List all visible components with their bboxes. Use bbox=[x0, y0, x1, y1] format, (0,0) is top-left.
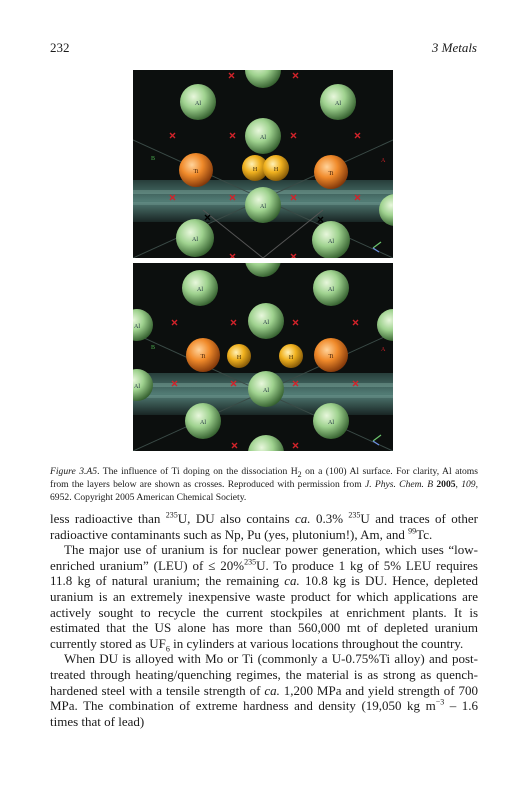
h-atom bbox=[263, 155, 289, 181]
svg-text:Al: Al bbox=[134, 324, 140, 330]
al-atom bbox=[182, 270, 218, 306]
al-atom bbox=[185, 403, 221, 439]
paragraph-3: When DU is alloyed with Mo or Ti (commonly a U-0.75%Ti alloy) and post-treated through heating/quenching regimes, the material is as strong as quench-hardened steel with a tensile strength of ca. 1,200 MPa and yield strength of 700 MPa. The combination of extreme hardness and density (19,050 kg $m^{-3} - 1.6$ times that of lead) bbox=[50, 651, 478, 729]
page-number: 232 bbox=[50, 40, 70, 55]
figure-top-render bbox=[133, 70, 393, 258]
svg-text:H: H bbox=[288, 355, 294, 361]
edge-label-b: B bbox=[151, 345, 156, 351]
svg-text:Ti: Ti bbox=[328, 171, 334, 177]
ti-atom bbox=[314, 155, 348, 189]
body-text bbox=[50, 511, 478, 729]
svg-text:Ti: Ti bbox=[200, 354, 206, 360]
svg-text:Al: Al bbox=[195, 101, 201, 107]
h-atom bbox=[279, 344, 303, 368]
ti-atom bbox=[314, 338, 348, 372]
al-atom bbox=[245, 187, 281, 223]
svg-text:H: H bbox=[236, 355, 242, 361]
svg-text:Ti: Ti bbox=[328, 354, 334, 360]
edge-label-b: B bbox=[151, 156, 156, 162]
chapter-title: 3 Metals bbox=[431, 40, 477, 55]
al-atom bbox=[248, 303, 284, 339]
svg-text:Al: Al bbox=[200, 420, 206, 426]
svg-text:Al: Al bbox=[328, 420, 334, 426]
al-atom bbox=[248, 371, 284, 407]
al-atom bbox=[320, 84, 356, 120]
al-atom bbox=[176, 219, 214, 257]
figure-label: Figure 3.A5 bbox=[50, 466, 98, 477]
svg-text:Al: Al bbox=[197, 287, 203, 293]
svg-text:H: H bbox=[252, 167, 258, 173]
figure-caption: Figure 3.A5. The influence of Ti doping on the dissociation $H_2$ on a (100) Al surface. For clarity, Al atoms from the layers below are shown as crosses. Reproduced with permission from J. Phys. Chem. B 2005, 109, 6952. Copyright 2005 American Chemical Society. bbox=[50, 466, 478, 503]
figure-panel-bottom bbox=[133, 263, 393, 451]
journal-name: J. Phys. Chem. B bbox=[364, 479, 434, 490]
svg-text:Al: Al bbox=[260, 204, 266, 210]
paragraph-2: The major use of uranium is for nuclear power generation, which uses “low-enriched uranium” (LEU) of ≤ 20%$^{235}$U. To produce 1 kg of 5% LEU requires 11.8 kg of natural uranium; the remaining ca. 10.8 kg is DU. Hence, depleted uranium is an extremely inexpensive waste product for which applications are actively sought to recycle the current stockpiles at enrichment plants. It is estimated that the US alone has more than 560,000 mt of depleted uranium currently stored as $UF_6$ in cylinders at various locations throughout the country. bbox=[50, 542, 478, 654]
al-atom bbox=[312, 221, 350, 258]
svg-text:Al: Al bbox=[192, 237, 198, 243]
edge-label-a: A bbox=[381, 158, 386, 164]
h-atom bbox=[227, 344, 251, 368]
svg-text:Al: Al bbox=[263, 320, 269, 326]
edge-label-a: A bbox=[381, 347, 386, 353]
figure-bottom-render bbox=[133, 263, 393, 451]
paragraph-1: less radioactive than $^{235}$U, DU also contains ca. 0.3% $^{235}$U and traces of other radioactive contaminants such as Np, Pu (yes, plutonium!), Am, and $^{99}$Tc. bbox=[50, 510, 478, 542]
ti-atom bbox=[186, 338, 220, 372]
svg-text:Al: Al bbox=[335, 101, 341, 107]
svg-text:H: H bbox=[273, 167, 279, 173]
ti-atom bbox=[179, 153, 213, 187]
svg-text:Al: Al bbox=[134, 384, 140, 390]
svg-text:Al: Al bbox=[328, 287, 334, 293]
al-atom bbox=[313, 270, 349, 306]
svg-text:Al: Al bbox=[263, 388, 269, 394]
svg-text:Al: Al bbox=[328, 239, 334, 245]
al-atom bbox=[180, 84, 216, 120]
al-atom bbox=[245, 118, 281, 154]
svg-text:Al: Al bbox=[260, 135, 266, 141]
citation-year: 2005 bbox=[436, 479, 456, 490]
al-atom bbox=[313, 403, 349, 439]
figure-panel-top bbox=[133, 70, 393, 258]
svg-text:Ti: Ti bbox=[193, 169, 199, 175]
citation-volume: 109 bbox=[461, 479, 476, 490]
